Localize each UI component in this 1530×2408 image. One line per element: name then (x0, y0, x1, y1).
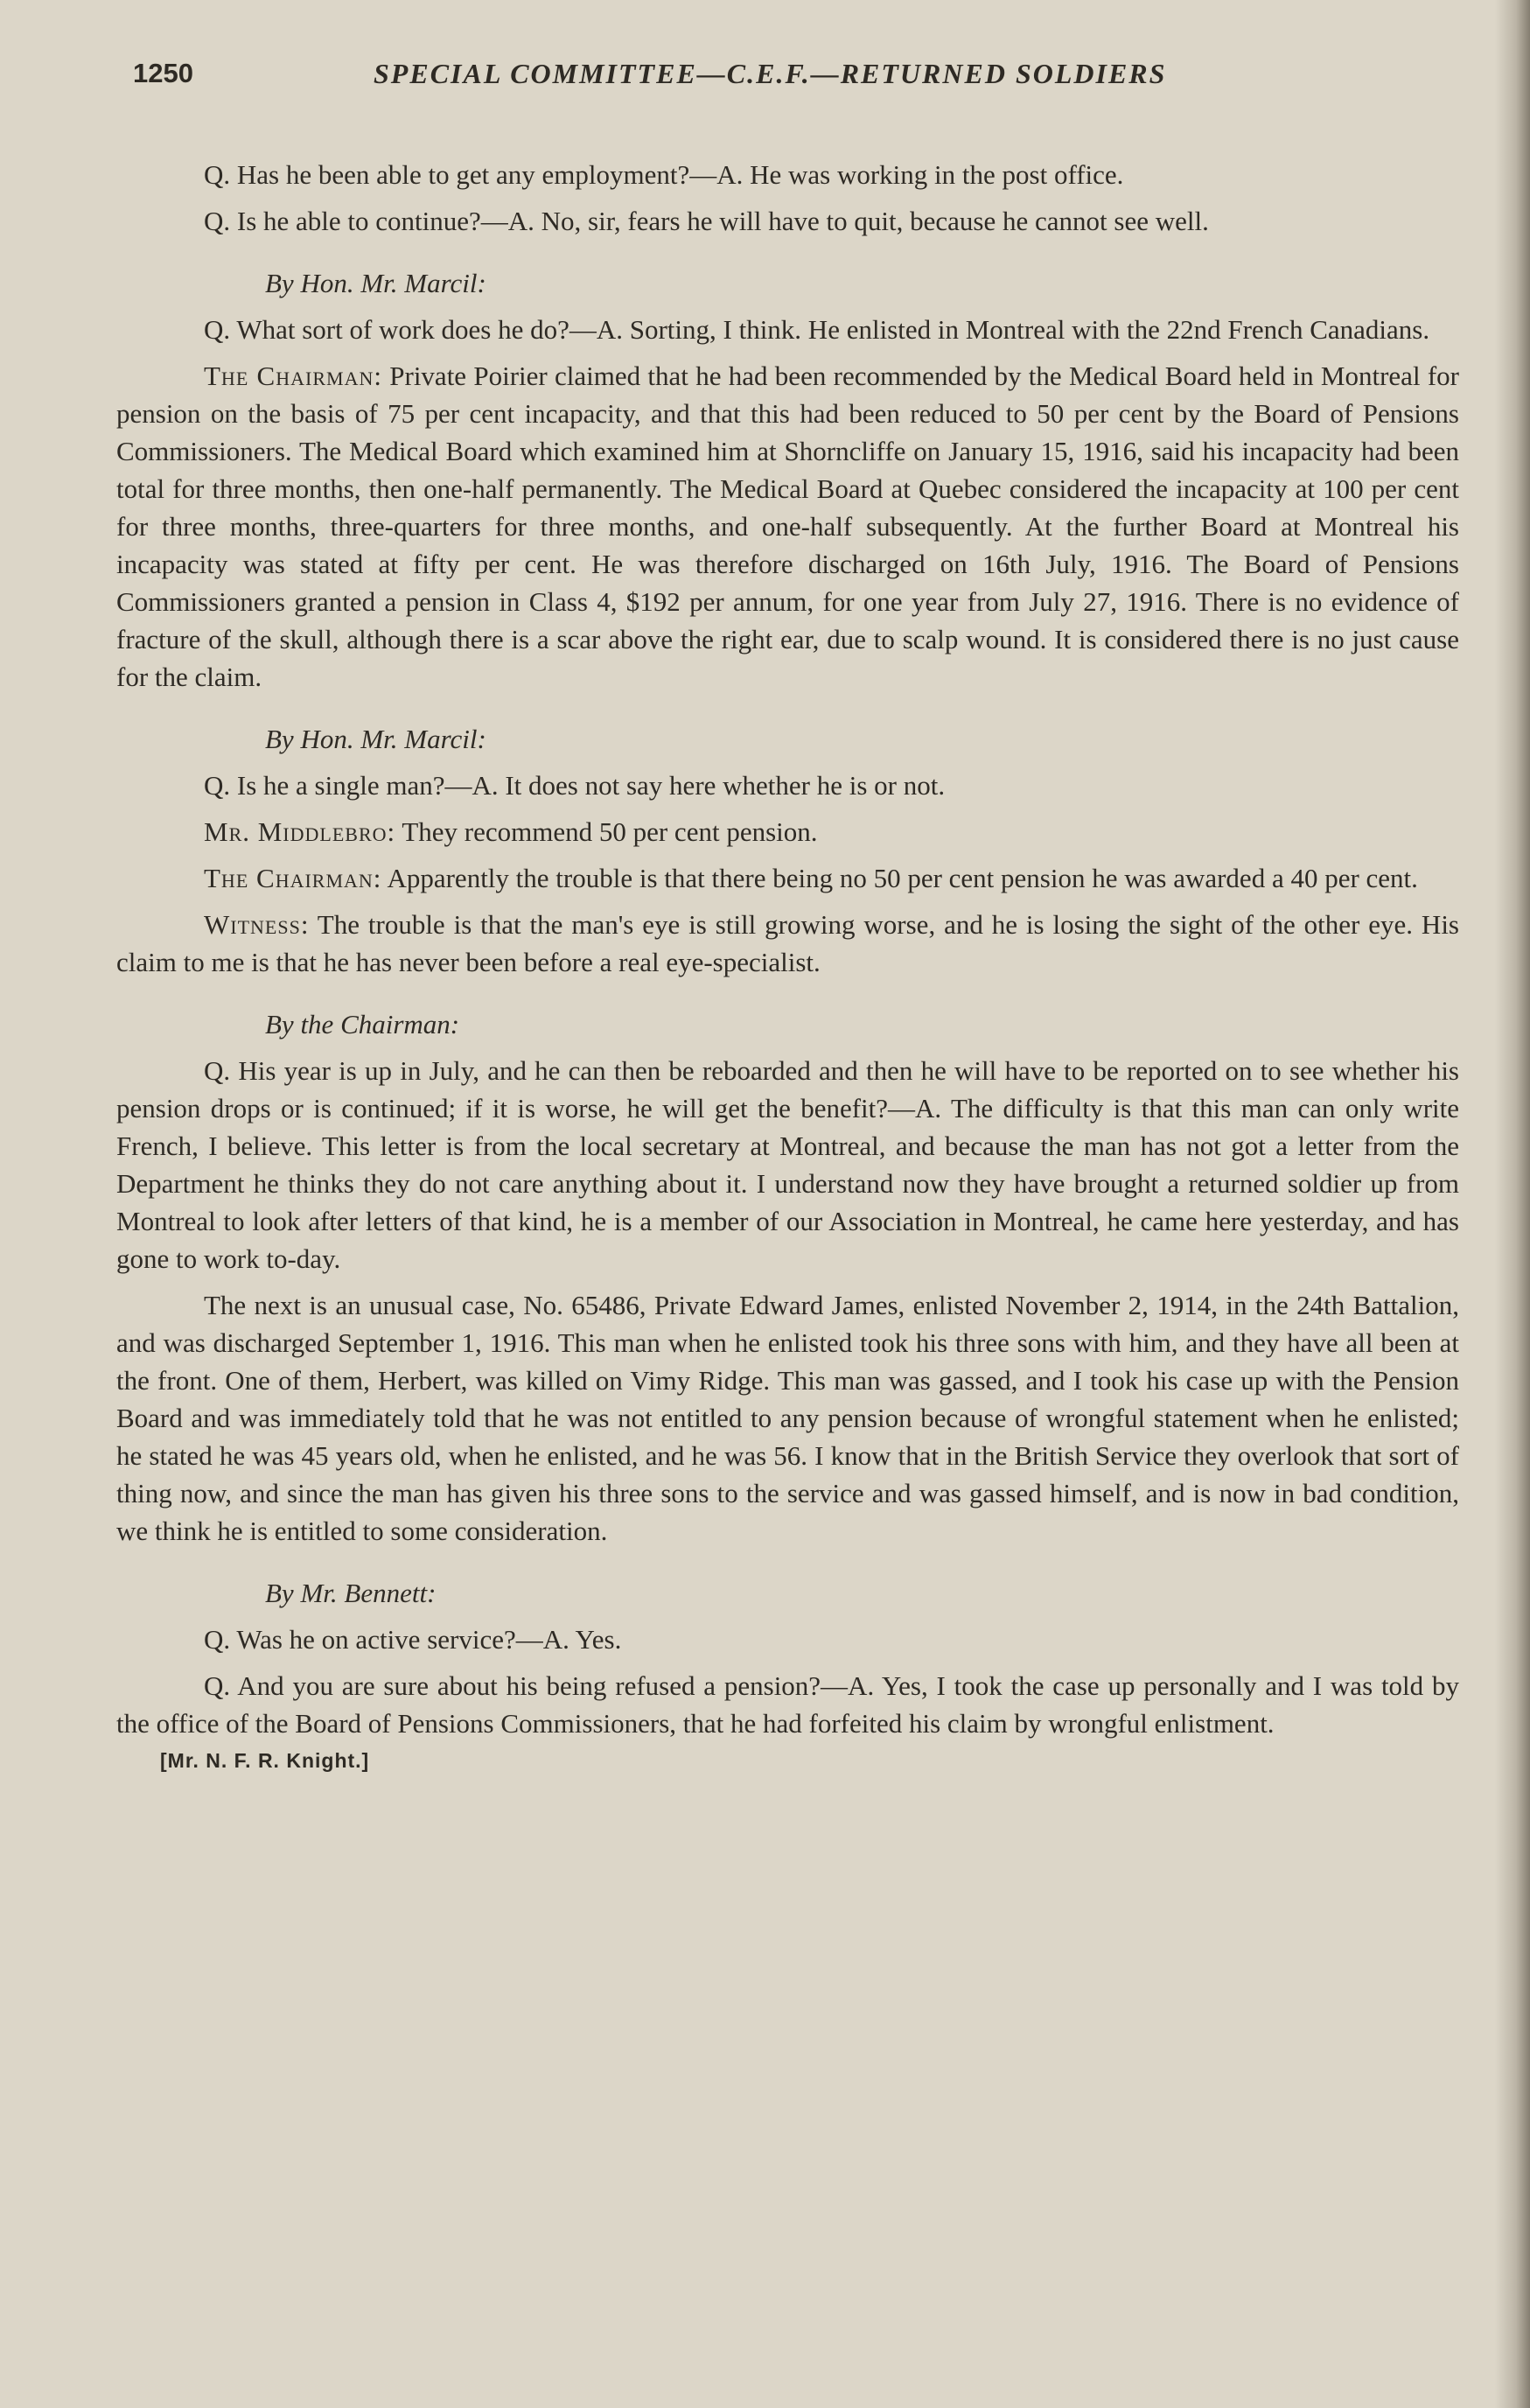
speaker-footnote: [Mr. N. F. R. Knight.] (160, 1749, 370, 1772)
paragraph: Q. And you are sure about his being refused a pension?—A. Yes, I took the case up personally and I was told by the office of the Board of Pensions Commissioners, that he had forfeited his claim by wrongful enlistment. (116, 1670, 1459, 1739)
paragraph-text: They recommend 50 per cent pension. (395, 816, 818, 847)
paragraph: The next is an unusual case, No. 65486, Private Edward James, enlisted November 2, 1914, in the 24th Battalion, and was discharged September 1, 1916. This man when he enlisted took his three sons with him, and they have all been at the front. One of them, Herbert, was killed on Vimy Ridge. This man was gassed, and I took his case up with the Pension Board and was immediately told that he was not entitled to any pension because of wrongful statement when he enlisted; he stated he was 45 years old, when he enlisted, and he was 56. I know that in the British Service they overlook that sort of thing now, and since the man has given his three sons to the service and was gassed himself, and is now in bad condition, we think he is entitled to some consideration. (116, 1290, 1459, 1546)
paragraph (116, 813, 1459, 850)
page-body (116, 156, 1459, 1773)
paragraph (116, 906, 1459, 981)
speaker-label: Mr. Middlebro: (204, 816, 396, 847)
byline: By Hon. Mr. Marcil: (265, 268, 486, 298)
speaker-label: Witness: (204, 909, 310, 940)
paragraph: Q. His year is up in July, and he can then be reboarded and then he will have to be reported on to see whether his pension drops or is continued; if it is worse, he will get the benefit?—A. The difficulty is that this man can only write French, I believe. This letter is from the local secretary at Montreal, and because the man has not got a letter from the Department he thinks they do not care anything about it. I understand now they have brought a returned soldier up from Montreal to look after letters of that kind, he is a member of our Association in Montreal, he came here yesterday, and has gone to work to-day. (116, 1055, 1459, 1274)
speaker-label: The Chairman: (204, 863, 382, 893)
paragraph (116, 859, 1459, 897)
paragraph (116, 357, 1459, 696)
paragraph-text: The trouble is that the man's eye is still growing worse, and he is losing the sight of the other eye. His claim to me is that he has never been before a real eye-specialist. (116, 909, 1459, 977)
page-header (133, 58, 1235, 102)
paragraph: Q. Was he on active service?—A. Yes. (204, 1624, 622, 1655)
byline: By Mr. Bennett: (265, 1578, 437, 1608)
paragraph: Q. Has he been able to get any employment?—A. He was working in the post office. (204, 159, 1124, 190)
running-title: SPECIAL COMMITTEE—C.E.F.—RETURNED SOLDIERS (374, 58, 1167, 89)
byline: By the Chairman: (265, 1009, 460, 1040)
paragraph-text: Private Poirier claimed that he had been recommended by the Medical Board held in Montreal for pension on the basis of 75 per cent incapacity, and that this had been reduced to 50 per cent by the Board of Pensions Commissioners. The Medical Board which examined him at Shorncliffe on January 15, 1916, said his incapacity had been total for three months, then one-half permanently. The Medical Board at Quebec considered the incapacity at 100 per cent for three months, three-quarters for three months, and one-half subsequently. At the further Board at Montreal his incapacity was stated at fifty per cent. He was therefore discharged on 16th July, 1916. The Board of Pensions Commissioners granted a pension in Class 4, $192 per annum, for one year from July 27, 1916. There is no evidence of fracture of the skull, although there is a scar above the right ear, due to scalp wound. It is considered there is no just cause for the claim. (116, 360, 1459, 692)
paragraph: Q. What sort of work does he do?—A. Sorting, I think. He enlisted in Montreal with the 22nd French Canadians. (204, 314, 1430, 345)
paragraph-text: Apparently the trouble is that there being no 50 per cent pension he was awarded a 40 per cent. (381, 863, 1418, 893)
paragraph: Q. Is he able to continue?—A. No, sir, fears he will have to quit, because he cannot see well. (204, 206, 1209, 236)
paragraph: Q. Is he a single man?—A. It does not say here whether he is or not. (204, 770, 946, 801)
page-number: 1250 (133, 58, 193, 88)
byline: By Hon. Mr. Marcil: (265, 724, 486, 754)
speaker-label: The Chairman: (204, 360, 382, 391)
